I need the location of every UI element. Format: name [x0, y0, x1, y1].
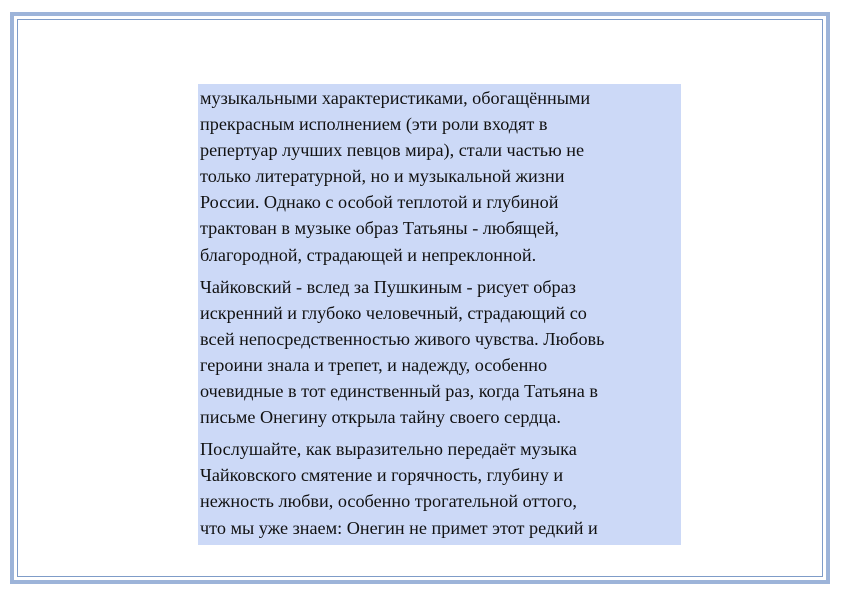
- text-line: Послушайте, как выразительно передаёт музыка: [200, 439, 577, 460]
- text-line: письме Онегину открыла тайну своего сердца.: [200, 407, 561, 428]
- text-line: что мы уже знаем: Онегин не примет этот редкий и: [200, 517, 598, 538]
- text-block: [198, 84, 681, 545]
- text-line: России. Однако с особой теплотой и глубиной: [200, 192, 559, 213]
- text-line: Чайковский - вслед за Пушкиным - рисует образ: [200, 276, 576, 297]
- text-line: только литературной, но и музыкальной жизни: [200, 166, 565, 187]
- text-line: очевидные в тот единственный раз, когда Татьяна в: [200, 381, 598, 402]
- text-line: благородной, страдающей и непреклонной.: [200, 244, 537, 265]
- text-line: героини знала и трепет, и надежду, особенно: [200, 354, 548, 375]
- text-line: всей непосредственностью живого чувства. Любовь: [200, 328, 605, 349]
- paragraph-1: [200, 85, 681, 268]
- text-line: Чайковского смятение и горячность, глубину и: [200, 465, 564, 486]
- paragraph-3: [200, 436, 681, 540]
- text-line: нежность любви, особенно трогательной оттого,: [200, 491, 577, 512]
- paragraph-2: [200, 274, 681, 431]
- text-line: искренний и глубоко человечный, страдающий со: [200, 302, 587, 323]
- text-line: репертуар лучших певцов мира), стали частью не: [200, 140, 585, 161]
- text-line: прекрасным исполнением (эти роли входят в: [200, 114, 548, 135]
- text-line: трактован в музыке образ Татьяны - любящей,: [200, 218, 559, 239]
- text-line: музыкальными характеристиками, обогащёнными: [200, 88, 591, 108]
